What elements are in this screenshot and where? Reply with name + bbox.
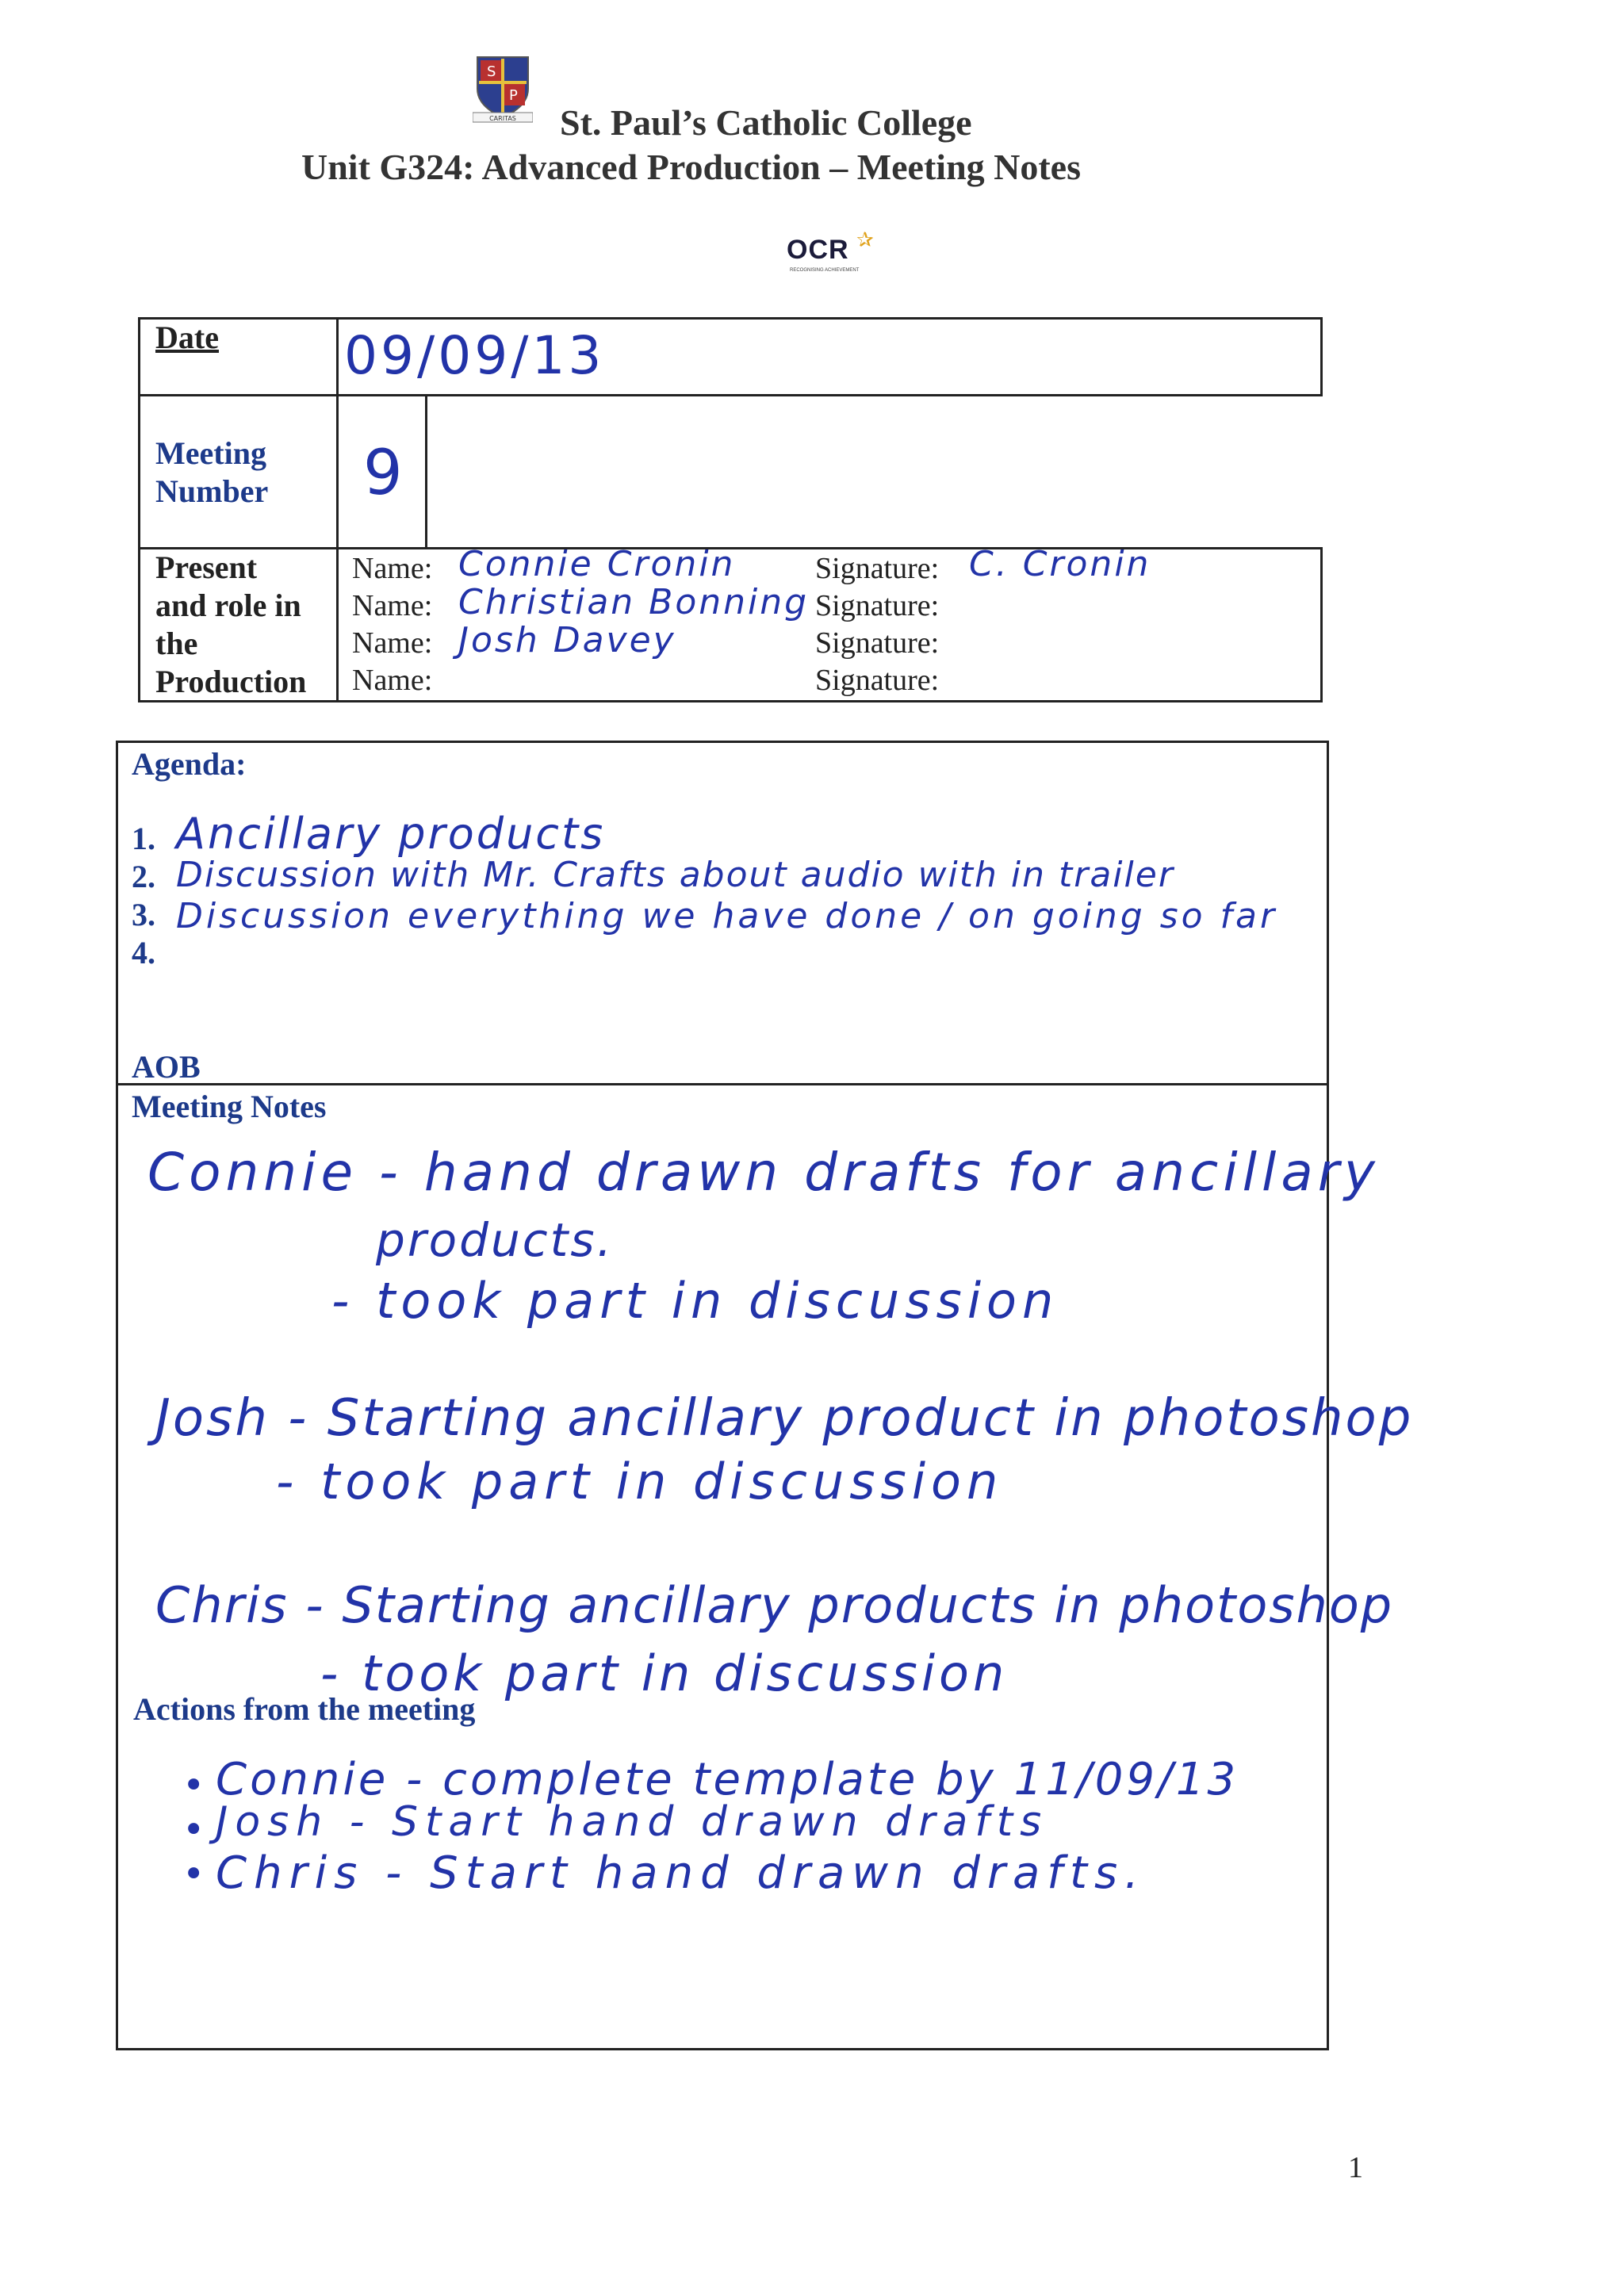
- action-item-3: Chris - Start hand drawn drafts.: [216, 1847, 1146, 1899]
- agenda-item-1: Ancillary products: [176, 809, 606, 859]
- notes-line-1: Connie - hand drawn drafts for ancillary: [147, 1142, 1380, 1203]
- notes-line-4: Josh - Starting ancillary product in photoshop: [155, 1389, 1414, 1448]
- meeting-number-label-2: Number: [155, 473, 269, 509]
- present-label-3: the: [155, 626, 198, 661]
- crest-letter-s: S: [487, 63, 496, 80]
- notes-line-6: Chris - Starting ancillary products in photoshop: [155, 1576, 1394, 1634]
- crest-scroll-text: CARITAS: [489, 115, 516, 122]
- action-item-2: Josh - Start hand drawn drafts: [216, 1798, 1049, 1846]
- meeting-number-divider-2: [425, 394, 427, 549]
- present-label-2: and role in: [155, 588, 301, 623]
- ocr-logo-word: OCR: [787, 235, 849, 265]
- unit-title: Unit G324: Advanced Production – Meeting Notes: [301, 147, 1082, 187]
- name-label-1: Name:: [352, 552, 433, 585]
- name-label-3: Name:: [352, 626, 433, 660]
- agenda-num-3: 3.: [132, 897, 155, 932]
- date-row-box: [138, 317, 1323, 396]
- agenda-num-2: 2.: [132, 859, 155, 894]
- notes-line-7: - took part in discussion: [320, 1644, 1009, 1702]
- meeting-number-label-1: Meeting: [155, 435, 266, 471]
- date-value: 09/09/13: [344, 325, 605, 386]
- crest-letter-p: P: [509, 87, 518, 104]
- present-signature-1: C. Cronin: [969, 544, 1151, 584]
- meeting-number-box: [138, 394, 140, 549]
- agenda-title: Agenda:: [132, 746, 247, 782]
- notes-line-3: - took part in discussion: [331, 1272, 1059, 1330]
- present-label-1: Present: [155, 549, 258, 585]
- page-number: 1: [1348, 2151, 1363, 2184]
- ocr-tagline: RECOGNISING ACHIEVEMENT: [790, 268, 860, 273]
- signature-label-3: Signature:: [815, 626, 940, 660]
- action-bullet-3: •: [182, 1852, 208, 1897]
- action-bullet-1: •: [182, 1763, 208, 1808]
- agenda-notes-divider: [116, 1083, 1329, 1085]
- date-row-divider: [336, 317, 339, 396]
- signature-label-1: Signature:: [815, 552, 940, 585]
- agenda-num-4: 4.: [132, 935, 155, 970]
- agenda-num-1: 1.: [132, 821, 155, 856]
- college-name: St. Paul’s Catholic College: [560, 102, 972, 143]
- ocr-logo: [787, 228, 874, 273]
- action-item-1: Connie - complete template by 11/09/13: [216, 1754, 1239, 1805]
- present-divider: [336, 547, 339, 702]
- college-crest-logo: [473, 54, 533, 124]
- signature-label-4: Signature:: [815, 664, 940, 697]
- action-bullet-2: •: [182, 1808, 208, 1852]
- name-label-2: Name:: [352, 589, 433, 622]
- present-label-4: Production: [155, 664, 307, 699]
- date-label: Date: [155, 320, 219, 355]
- notes-title: Meeting Notes: [132, 1089, 327, 1124]
- meeting-number-value: 9: [363, 438, 405, 509]
- name-label-4: Name:: [352, 664, 433, 697]
- meeting-number-divider-1: [336, 394, 339, 549]
- actions-title: Actions from the meeting: [133, 1691, 476, 1727]
- agenda-item-3: Discussion everything we have done / on going so far: [176, 896, 1278, 936]
- notes-line-2: products.: [376, 1213, 615, 1267]
- present-name-3: Josh Davey: [458, 620, 676, 660]
- agenda-item-2: Discussion with Mr. Crafts about audio with in trailer: [176, 855, 1174, 895]
- notes-line-5: - took part in discussion: [276, 1453, 1004, 1510]
- signature-label-2: Signature:: [815, 589, 940, 622]
- present-name-2: Christian Bonning: [458, 582, 810, 622]
- aob-label: AOB: [132, 1049, 201, 1085]
- ocr-star-icon: ✰: [856, 228, 874, 251]
- present-name-1: Connie Cronin: [458, 544, 736, 584]
